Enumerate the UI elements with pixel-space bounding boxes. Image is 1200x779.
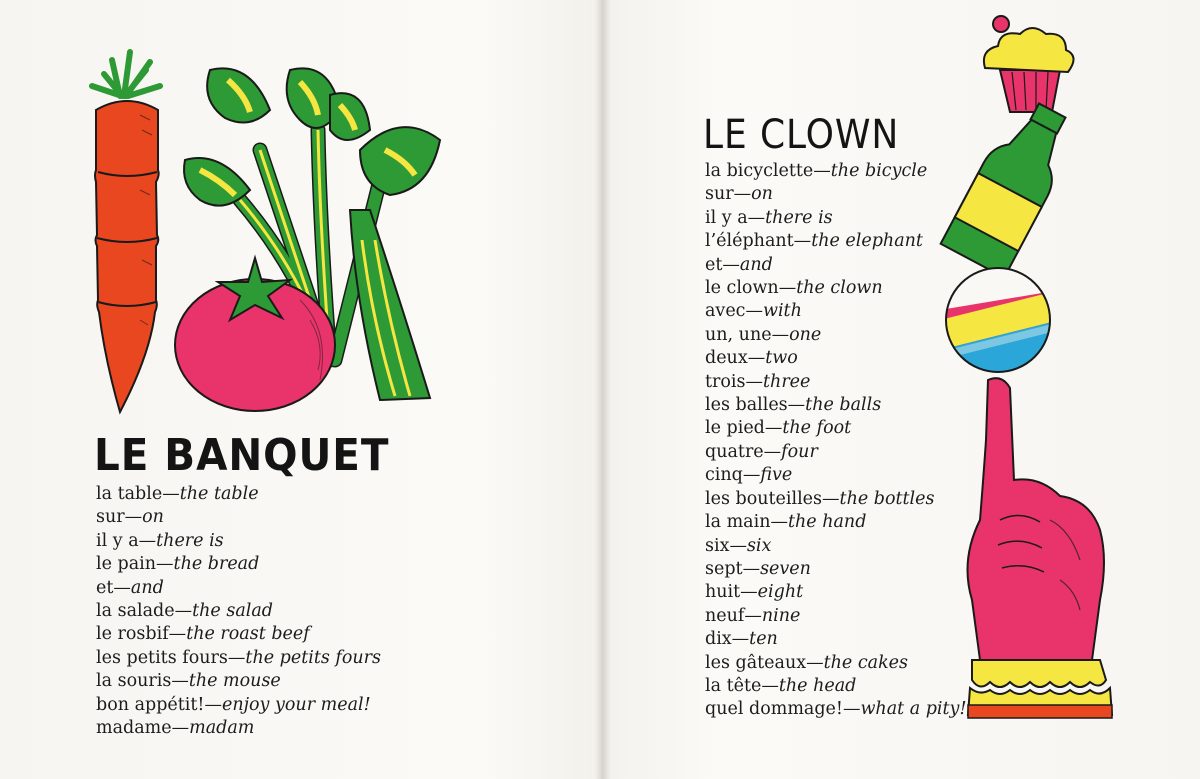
vocab-item (705, 605, 966, 628)
french-term: les balles— (705, 395, 806, 416)
english-translation: on (751, 184, 773, 205)
vocab-item (705, 417, 966, 440)
vocab-item (96, 483, 381, 506)
english-translation: and (130, 577, 164, 598)
vocab-item (96, 694, 381, 717)
french-term: sept— (705, 558, 761, 579)
vocab-item (96, 530, 381, 553)
french-term: sur— (705, 184, 752, 205)
french-term: quatre— (705, 441, 782, 462)
french-term: et— (705, 254, 740, 275)
vocab-item (705, 511, 966, 534)
vocab-item (705, 371, 966, 394)
english-translation: eight (757, 582, 804, 603)
french-term: la souris— (96, 671, 189, 692)
english-translation: the table (179, 484, 259, 504)
french-term: l’éléphant— (705, 231, 812, 252)
english-translation: ten (749, 629, 778, 650)
vocab-item (705, 675, 966, 698)
english-translation: the balls (805, 395, 882, 416)
vocab-item (705, 558, 966, 581)
vocab-item (96, 577, 381, 600)
french-term: le pain— (96, 554, 174, 575)
vocab-item (705, 230, 966, 253)
right-page (600, 0, 1200, 779)
vocab-item (705, 183, 966, 206)
english-translation: the cakes (823, 652, 909, 673)
french-term: un, une— (705, 324, 790, 345)
english-translation: with (762, 301, 802, 322)
vocab-item (705, 488, 966, 511)
english-translation: nine (761, 605, 801, 626)
vocab-item (705, 628, 966, 651)
english-translation: enjoy your meal! (221, 694, 371, 715)
vocab-item (96, 553, 381, 576)
english-translation: the hand (788, 512, 867, 533)
french-term: et— (96, 577, 131, 598)
vocab-item (705, 324, 966, 347)
french-term: les bouteilles— (705, 488, 840, 509)
french-term: la table— (96, 484, 180, 504)
english-translation: seven (760, 558, 811, 579)
vocab-item (705, 441, 966, 464)
vocab-item (705, 652, 966, 675)
english-translation: there is (765, 207, 833, 228)
english-translation: the salad (192, 601, 273, 622)
english-translation: the clown (796, 278, 883, 299)
english-translation: there is (156, 530, 224, 551)
french-term: il y a— (705, 207, 766, 228)
french-term: quel dommage!— (705, 699, 861, 720)
english-translation: the roast beef (186, 624, 310, 645)
english-translation: three (763, 371, 811, 392)
english-translation: what a pity! (860, 699, 967, 720)
english-translation: one (789, 324, 822, 345)
page-title-banquet: LE BANQUET (94, 430, 390, 481)
english-translation: six (746, 535, 772, 556)
french-term: avec— (705, 301, 763, 322)
french-term: la salade— (96, 601, 193, 622)
french-term: la tête— (705, 675, 779, 696)
french-term: dix— (705, 629, 750, 650)
page-title-clown: LE CLOWN (703, 112, 900, 158)
french-term: deux— (705, 348, 766, 369)
vocab-item (705, 347, 966, 370)
french-term: madame— (96, 718, 190, 739)
vocabulary-list-clown (705, 160, 966, 722)
french-term: le pied— (705, 418, 783, 439)
french-term: bon appétit!— (96, 694, 222, 715)
vocab-item (705, 254, 966, 277)
french-term: le rosbif— (96, 624, 187, 645)
french-term: huit— (705, 582, 758, 603)
vocab-item (96, 647, 381, 670)
english-translation: the bicycle (830, 161, 928, 181)
english-translation: the head (778, 675, 857, 696)
cupcake-icon (984, 16, 1074, 112)
english-translation: the elephant (811, 231, 923, 252)
english-translation: the bread (173, 554, 260, 575)
english-translation: madam (189, 718, 255, 739)
vocab-item (705, 277, 966, 300)
vocab-item (96, 600, 381, 623)
french-term: sur— (96, 507, 143, 528)
carrot-icon (92, 52, 160, 412)
vocab-item (705, 535, 966, 558)
french-term: cinq— (705, 465, 761, 486)
vocab-item (96, 506, 381, 529)
french-term: six— (705, 535, 747, 556)
french-term: trois— (705, 371, 764, 392)
english-translation: five (760, 465, 793, 486)
vocab-item (96, 670, 381, 693)
french-term: les gâteaux— (705, 652, 824, 673)
vocab-item (96, 623, 381, 646)
french-term: la main— (705, 512, 788, 533)
english-translation: four (781, 441, 818, 462)
vocab-item (705, 698, 966, 721)
english-translation: and (739, 254, 773, 275)
vocab-item (705, 394, 966, 417)
vocab-item (705, 464, 966, 487)
english-translation: the petits fours (245, 647, 382, 668)
pointing-hand-icon (968, 378, 1113, 718)
french-term: il y a— (96, 530, 157, 551)
english-translation: two (765, 348, 798, 369)
french-term: le clown— (705, 278, 797, 299)
vocab-item (705, 160, 966, 183)
banquet-illustration (0, 0, 600, 440)
vocabulary-list-banquet (96, 483, 381, 740)
vocab-item (96, 717, 381, 740)
french-term: les petits fours— (96, 647, 246, 668)
english-translation: the bottles (839, 488, 935, 509)
vocab-item (705, 581, 966, 604)
english-translation: the foot (782, 418, 852, 439)
vocab-item (705, 207, 966, 230)
english-translation: the mouse (188, 671, 281, 692)
french-term: la bicyclette— (705, 161, 831, 181)
english-translation: on (142, 507, 164, 528)
french-term: neuf— (705, 605, 762, 626)
vocab-item (705, 300, 966, 323)
